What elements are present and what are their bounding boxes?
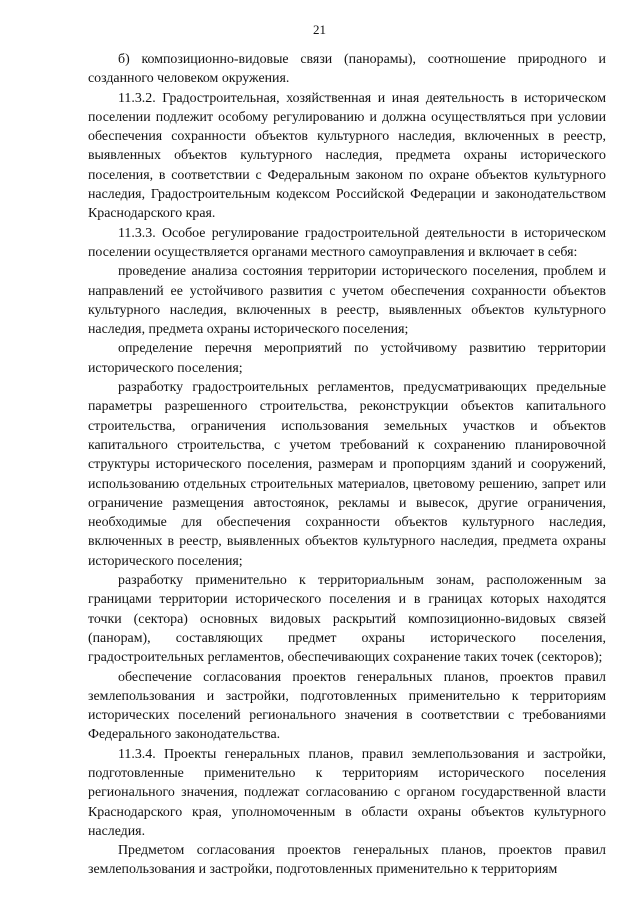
list-item-approval: обеспечение согласования проектов генеральных планов, проектов правил землепользования и застройки, подготовленных применительно к территориям исторических поселений регионального значения в соответствии с требованиями Федерального законодательства. [88,669,606,743]
document-body [88,50,606,880]
list-item-zones: разработку применительно к территориальным зонам, расположенным за границами территории исторического поселения и в границах которых находятся точки (сектора) основных видовых раскрытий композиционно-видовых связей (панорам), составляющих предмет охраны исторического поселения, градостроительных регламентов, обеспечивающих сохранение таких точек (секторов); [88,573,606,666]
paragraph-11-3-2: 11.3.2. Градостроительная, хозяйственная и иная деятельность в историческом поселении подлежит особому регулированию и должна осуществляться при условии обеспечения сохранности объектов культурного наследия, включенных в реестр, выявленных объектов культурного наследия, предмета охраны исторического поселения, в соответствии с Федеральным законом по охране объектов культурного наследия, Градостроительным кодексом Российской Федерации и законодательством Краснодарского края. [88,90,606,222]
paragraph-11-3-3: 11.3.3. Особое регулирование градостроительной деятельности в историческом поселении осуществляется органами местного самоуправления и включает в себя: [88,225,606,260]
paragraph-item-b: б) композиционно-видовые связи (панорамы), соотношение природного и созданного человеком окружения. [88,52,606,87]
list-item-regulations: разработку градостроительных регламентов, предусматривающих предельные параметры разрешенного строительства, реконструкции объектов капитального строительства, ограничения использования земельных участков и объектов капитального строительства, с учетом требований к сохранению планировочной структуры исторического поселения, размерам и пропорциям зданий и сооружений, использованию отдельных строительных материалов, цветовому решению, запрет или ограничение размещения автостоянок, рекламы и вывесок, другие ограничения, необходимые для обеспечения сохранности объектов культурного наследия, включенных в реестр, выявленных объектов культурного наследия, предмета охраны исторического поселения; [88,380,606,569]
list-item-analysis: проведение анализа состояния территории исторического поселения, проблем и направлений ее устойчивого развития с учетом обеспечения сохранности объектов культурного наследия, включенных в реестр, выявленных объектов культурного наследия, предмета охраны исторического поселения; [88,264,606,338]
page-number: 21 [313,22,326,37]
paragraph-approval-subject: Предметом согласования проектов генеральных планов, проектов правил землепользования и застройки, подготовленных применительно к территориям [88,843,606,878]
paragraph-11-3-4: 11.3.4. Проекты генеральных планов, правил землепользования и застройки, подготовленные применительно к территориям исторического поселения регионального значения, подлежат согласованию с органом государственной власти Краснодарского края, уполномоченным в области охраны объектов культурного наследия. [88,746,606,839]
list-item-measures: определение перечня мероприятий по устойчивому развитию территории исторического поселения; [88,341,606,376]
